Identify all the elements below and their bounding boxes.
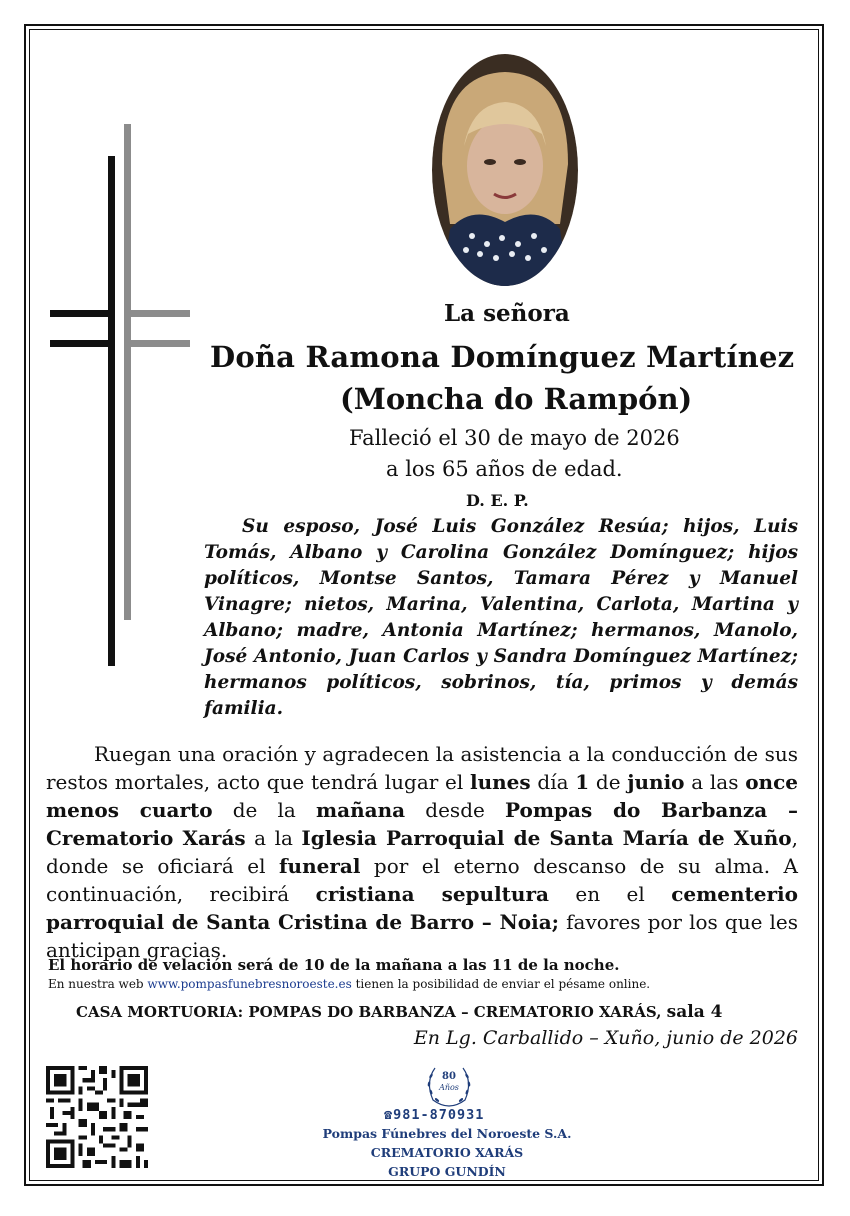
funeral-room: sala 4 — [666, 1002, 723, 1022]
ceremony-cemetery: cementerio parroquial de Santa Cristina de Barro – Noia; — [46, 882, 798, 934]
ceremony-burial: cristiana sepultura — [315, 882, 549, 906]
web-notice — [48, 977, 650, 991]
ceremony-time: once menos cuarto — [46, 770, 798, 822]
phone-line[interactable] — [384, 1107, 484, 1123]
ceremony-text: en el — [548, 882, 672, 906]
phone-number: 981-870931 — [393, 1107, 485, 1123]
deceased-name: Doña Ramona Domínguez Martínez — [210, 340, 795, 374]
company-group: GRUPO GUNDÍN — [388, 1164, 506, 1179]
company-crematorium: CREMATORIO XARÁS — [370, 1145, 524, 1160]
web-notice-pre: En nuestra web — [48, 977, 148, 991]
ceremony-month: junio — [627, 770, 685, 794]
qr-code[interactable] — [46, 1066, 148, 1168]
badge-label: Años — [439, 1083, 459, 1092]
company-name: Pompas Fúnebres del Noroeste S.A. — [322, 1126, 572, 1141]
ceremony-text: a la — [245, 826, 302, 850]
website-link[interactable]: www.pompasfunebresnoroeste.es — [147, 977, 352, 991]
ceremony-origin: Pompas do Barbanza – Crematorio Xarás — [46, 798, 799, 850]
web-notice-post: tienen la posibilidad de enviar el pésame online. — [351, 977, 651, 991]
intro-title: La señora — [444, 300, 570, 327]
deceased-alias: (Moncha do Rampón) — [340, 382, 693, 416]
ceremony-funeral: funeral — [278, 854, 361, 878]
place-date: En Lg. Carballido – Xuño, junio de 2026 — [413, 1027, 798, 1049]
family-list: Su esposo, José Luis González Resúa; hijos, Luis Tomás, Albano y Carolina González Domínguez; hijos políticos, Montse Santos, Tamara Pérez y Manuel Vinagre; nietos, Marina, Valentina, Carlota, Martina y Albano; madre, Antonia Martínez; hermanos, Manolo, José Antonio, Juan Carlos y Sandra Domínguez Martínez; hermanos políticos, sobrinos, tía, primos y demás familia. — [204, 516, 798, 719]
ceremony-text: , donde se oficiará el — [46, 826, 798, 878]
deceased-portrait — [432, 54, 578, 286]
ceremony-text: desde — [405, 798, 505, 822]
ceremony-day: lunes — [470, 770, 531, 794]
ceremony-paragraph — [46, 740, 798, 964]
funeral-home-name: CASA MORTUORIA: POMPAS DO BARBANZA – CREMATORIO XARÁS, — [76, 1003, 662, 1021]
ceremony-text: Ruegan una oración y agradecen la asistencia a la conducción de sus restos mortales, acto que tendrá lugar el — [46, 742, 798, 794]
ceremony-date-number: 1 — [575, 770, 590, 794]
ceremony-text: de — [589, 770, 628, 794]
ceremony-part-of-day: mañana — [316, 798, 406, 822]
ceremony-text: favores por los que les anticipan gracias. — [46, 910, 799, 962]
badge-number: 80 — [442, 1071, 456, 1082]
death-date: Falleció el 30 de mayo de 2026 — [349, 426, 680, 450]
ceremony-text: día — [530, 770, 576, 794]
ceremony-text: a las — [684, 770, 746, 794]
ceremony-text: de la — [212, 798, 317, 822]
ceremony-text: por el eterno descanso de su alma. A continuación, recibirá — [46, 854, 798, 906]
cross-icon — [44, 120, 194, 680]
dep-abbreviation: D. E. P. — [466, 491, 529, 510]
age-line: a los 65 años de edad. — [386, 457, 623, 481]
wake-schedule: El horario de velación será de 10 de la mañana a las 11 de la noche. — [48, 956, 620, 974]
funeral-home-line — [76, 1002, 722, 1022]
ceremony-church: Iglesia Parroquial de Santa María de Xuño — [301, 826, 792, 850]
phone-icon: ☎ — [384, 1107, 394, 1123]
anniversary-laurel-logo — [421, 1062, 477, 1108]
